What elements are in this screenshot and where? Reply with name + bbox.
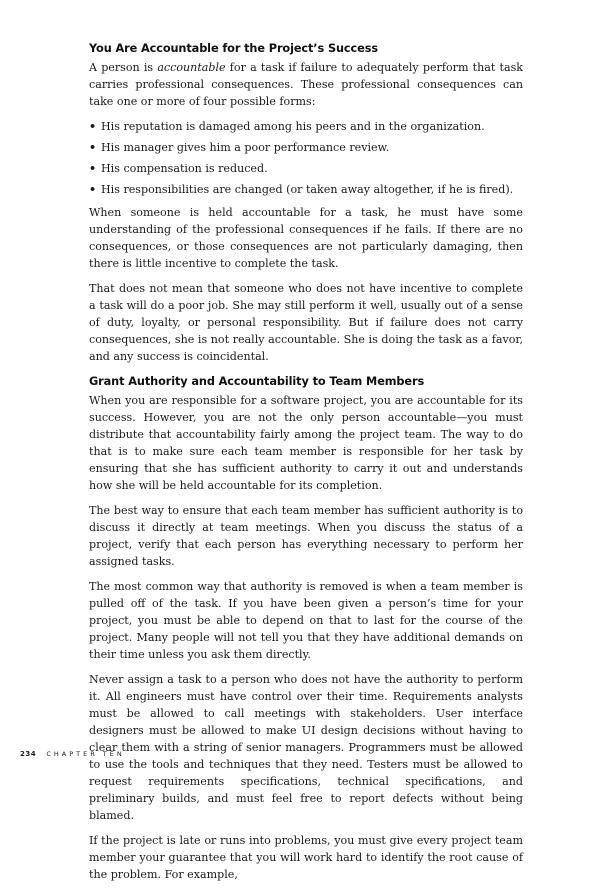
- list-item: • His compensation is reduced.: [89, 160, 523, 177]
- page-footer: [20, 750, 125, 758]
- section-heading-grant-authority: Grant Authority and Accountability to Team Members: [89, 375, 425, 388]
- page-number: 234: [20, 750, 37, 758]
- paragraph: That does not mean that someone who does not have incentive to complete a task will do a poor job. She may still perform it well, usually out of a sense of duty, loyalty, or personal responsibility. But if failure does not carry consequences, she is not really accountable. She is doing the task as a favor, and any success is coincidental.: [89, 282, 523, 363]
- paragraph: When someone is held accountable for a task, he must have some understanding of the professional consequences if he fails. If there are no consequences, or those consequences are not particularly damaging, then there is little incentive to complete the task.: [89, 206, 523, 270]
- intro-text-start: A person is: [89, 61, 158, 74]
- list-item: • His manager gives him a poor performance review.: [89, 139, 523, 156]
- chapter-label: CHAPTER TEN: [46, 750, 125, 758]
- section-heading-accountable: You Are Accountable for the Project’s Success: [89, 42, 378, 55]
- intro-text-end: for a task if failure to adequately perform that task carries professional consequences. These professional consequences can take one or more of four possible forms:: [89, 61, 524, 108]
- page-content: [89, 36, 523, 891]
- paragraph: When you are responsible for a software project, you are accountable for its success. However, you are not the only person accountable—you must distribute that accountability fairly among the project team. The way to do that is to make sure each team member is responsible for her task by ensuring that she has sufficient authority to carry it out and understands how she will be held accountable for its completion.: [89, 394, 523, 492]
- paragraph: If the project is late or runs into problems, you must give every project team member your guarantee that you will work hard to identify the root cause of the problem. For example,: [89, 834, 523, 881]
- paragraph: The best way to ensure that each team member has sufficient authority is to discuss it directly at team meetings. When you discuss the status of a project, verify that each person has everything necessary to perform her assigned tasks.: [89, 504, 523, 568]
- list-item: • His reputation is damaged among his peers and in the organization.: [89, 118, 523, 135]
- paragraph-intro: [89, 59, 523, 110]
- consequences-list: [89, 118, 523, 198]
- list-item: • His responsibilities are changed (or taken away altogether, if he is fired).: [89, 181, 523, 198]
- paragraph: The most common way that authority is removed is when a team member is pulled off of the task. If you have been given a person’s time for your project, you must be able to depend on that to last for the course of the project. Many people will not tell you that they have additional demands on their time unless you ask them directly.: [89, 580, 523, 661]
- paragraph: Never assign a task to a person who does not have the authority to perform it. All engineers must have control over their time. Requirements analysts must be allowed to call meetings with stakeholders. User interface designers must be allowed to make UI design decisions without having to clear them with a string of senior managers. Programmers must be allowed to use the tools and techniques that they need. Testers must be allowed to request requirements specifications, technical specifications, and preliminary builds, and must feel free to report defects without being blamed.: [89, 673, 523, 822]
- intro-emphasis: accountable: [157, 61, 226, 74]
